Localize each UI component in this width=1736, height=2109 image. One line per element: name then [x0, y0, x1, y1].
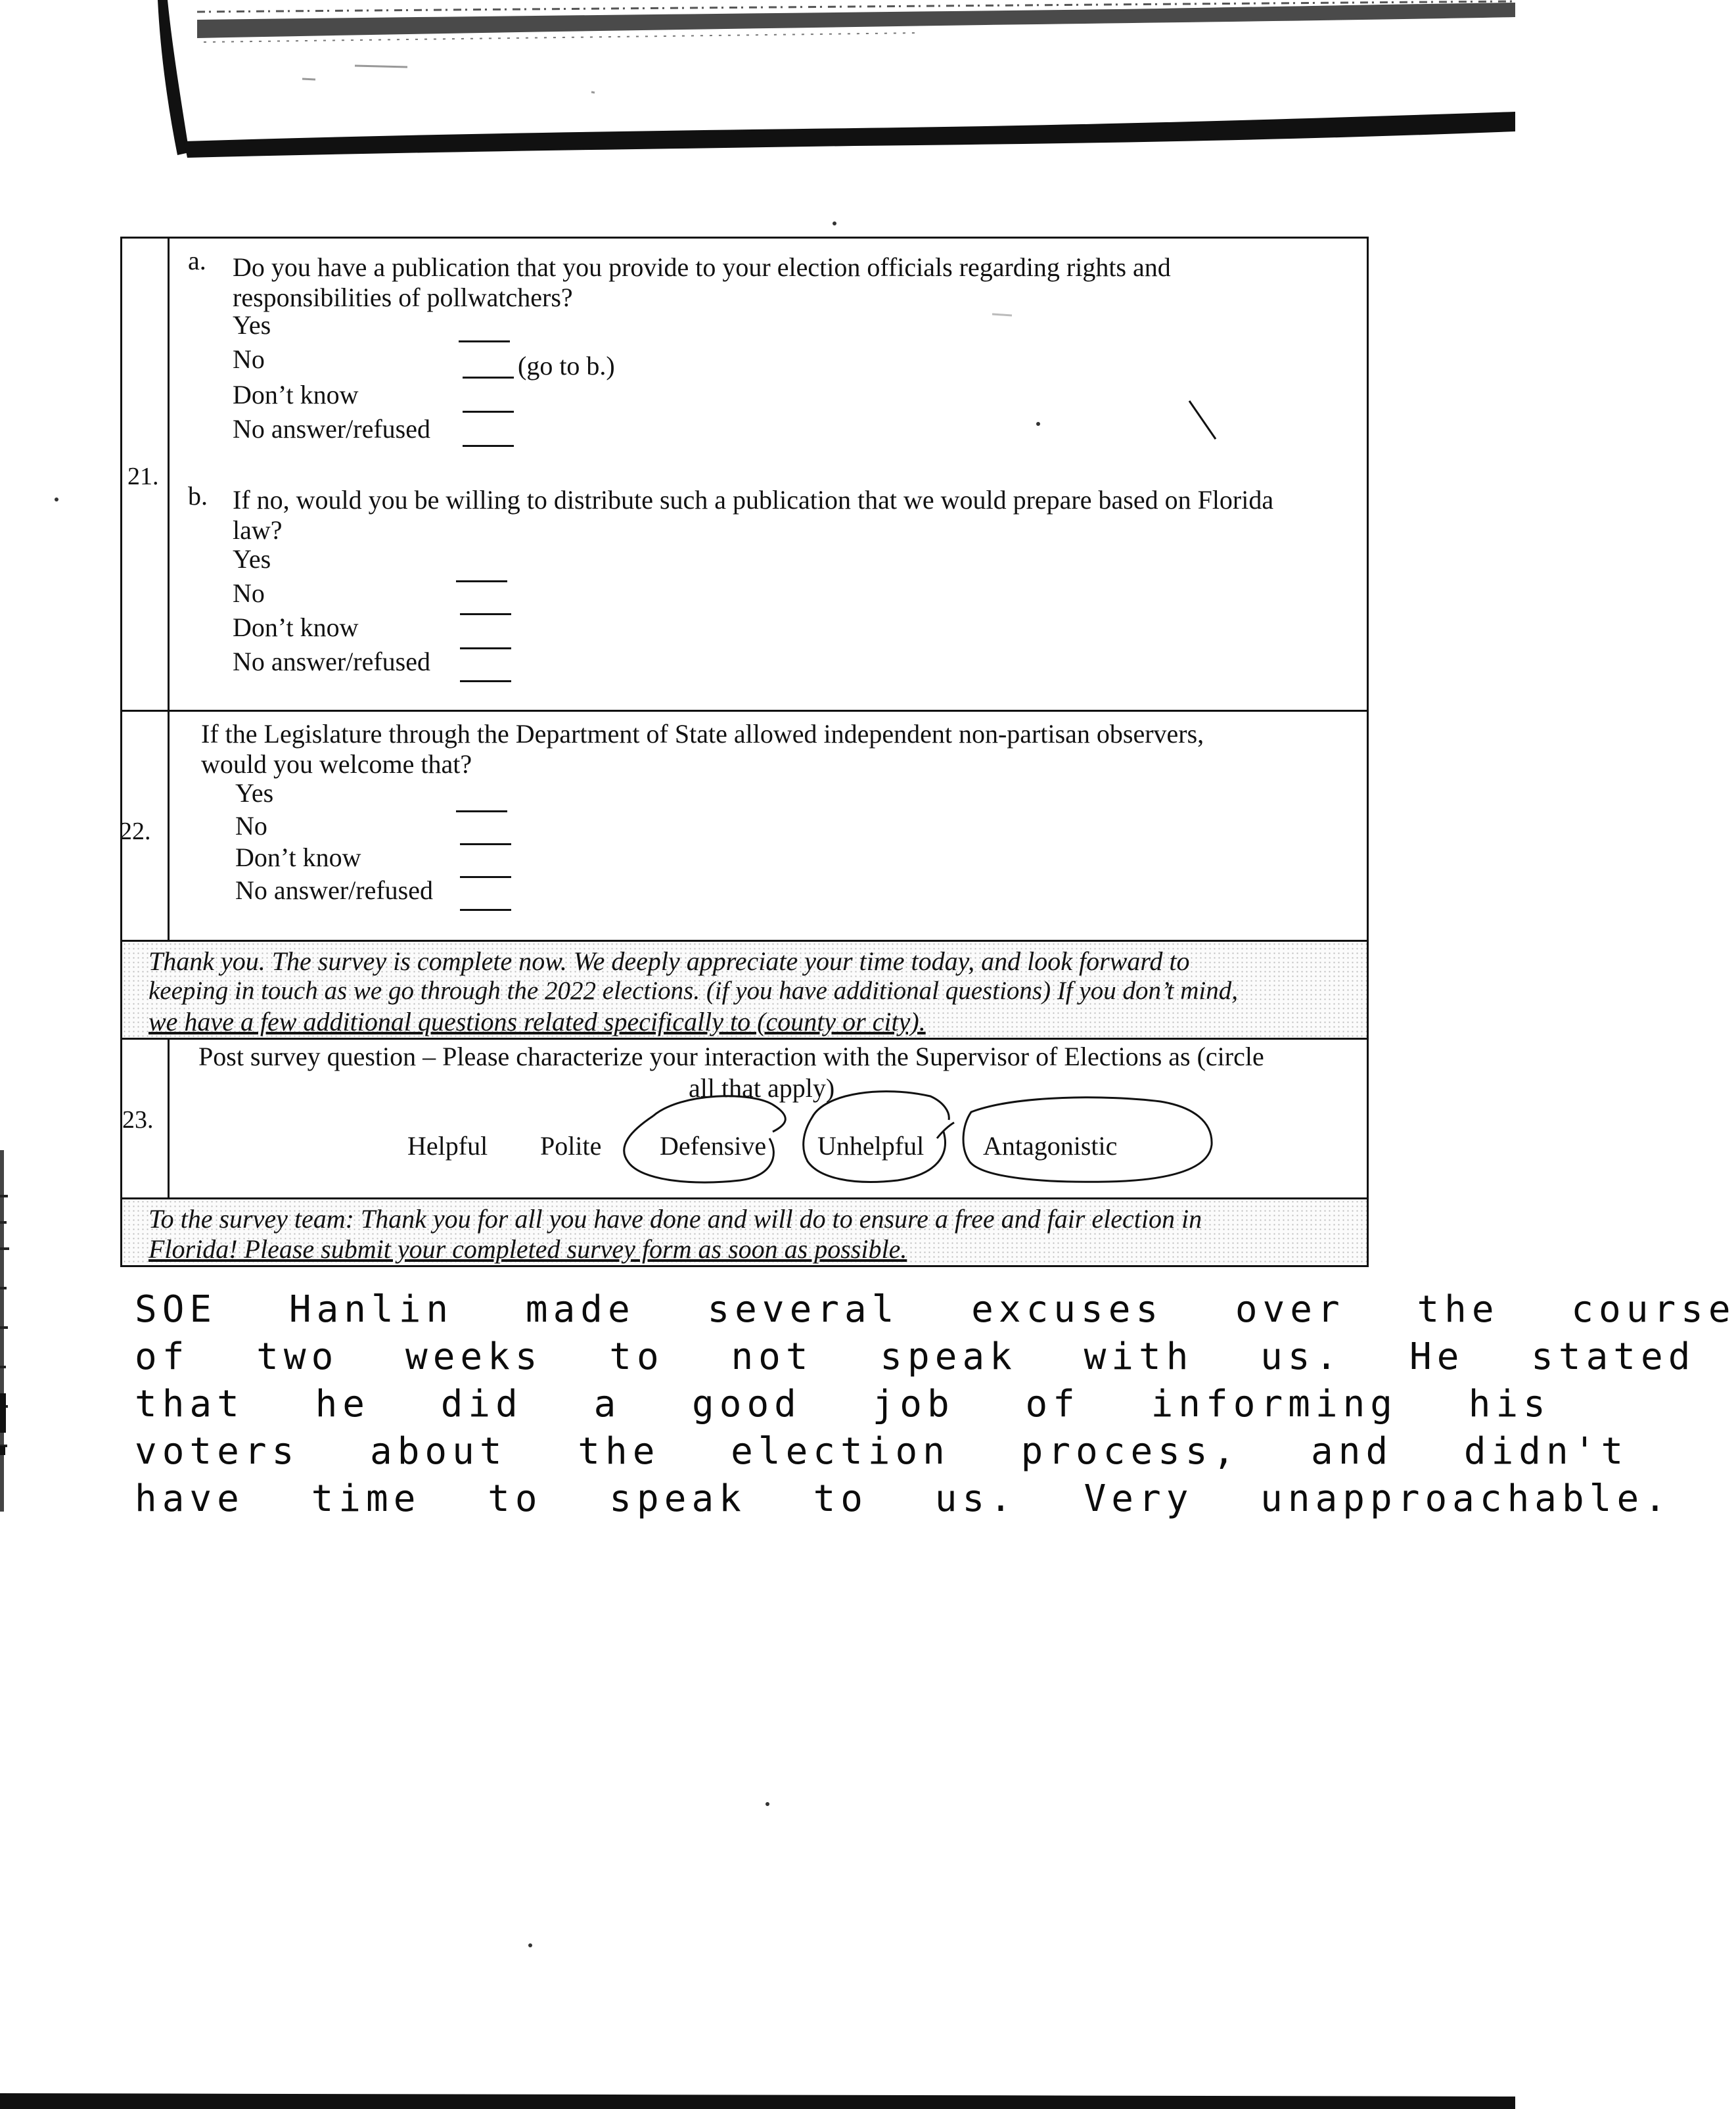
scanned-top-edge [0, 0, 1515, 164]
answer-blank[interactable] [463, 411, 514, 413]
survey-form-table [120, 237, 1369, 1268]
question-number: 23. [122, 1106, 154, 1134]
question-text: law? [233, 515, 283, 545]
answer-blank[interactable] [460, 876, 511, 878]
question-text: Do you have a publication that you provide to your election officials regarding rights and [233, 252, 1171, 282]
option-label: Don’t know [233, 380, 359, 409]
answer-blank[interactable] [460, 647, 511, 649]
choice-antagonistic[interactable]: Antagonistic [983, 1131, 1118, 1161]
answer-blank[interactable] [463, 377, 514, 379]
option-label: Yes [233, 310, 271, 340]
question-number: 22. [120, 818, 151, 845]
option-label: No [233, 578, 265, 608]
handwritten-line: have time to speak to us. Very unapproachable. [135, 1477, 1672, 1520]
option-label: No answer/refused [235, 875, 433, 905]
choice-polite[interactable]: Polite [540, 1131, 602, 1161]
subquestion-letter: a. [188, 246, 206, 275]
thank-you-text: keeping in touch as we go through the 2022 elections. (if you have additional questions) If you don’t mind, [148, 977, 1238, 1005]
handwritten-line: SOE Hanlin made several excuses over the course [135, 1288, 1736, 1331]
option-label: Yes [233, 544, 271, 574]
answer-blank[interactable] [460, 909, 511, 911]
answer-blank[interactable] [460, 680, 511, 682]
option-label: No [233, 344, 265, 374]
skip-instruction: (go to b.) [518, 351, 615, 381]
closing-text: Florida! Please submit your completed survey form as soon as possible. [148, 1234, 907, 1264]
answer-blank[interactable] [456, 810, 507, 812]
thank-you-text: Thank you. The survey is complete now. We deeply appreciate your time today, and look forward to [148, 946, 1190, 976]
question-text: If no, would you be willing to distribute such a publication that we would prepare based on Florida [233, 485, 1274, 515]
answer-blank[interactable] [460, 843, 511, 845]
handwritten-line: of two weeks to not speak with us. He stated [135, 1335, 1696, 1378]
choice-defensive[interactable]: Defensive [660, 1131, 767, 1161]
answer-blank[interactable] [460, 613, 511, 615]
answer-blank[interactable] [456, 580, 507, 582]
option-label: Yes [235, 778, 274, 808]
handwritten-line: that he did a good job of informing his [135, 1383, 1551, 1425]
question-number-column [122, 239, 170, 711]
hand-drawn-circles [122, 1040, 1371, 1197]
question-text: Post survey question – Please characterize your interaction with the Supervisor of Elections as (circle [198, 1042, 1264, 1071]
choice-helpful[interactable]: Helpful [407, 1131, 488, 1161]
closing-message-box [120, 1197, 1369, 1267]
question-number-column [122, 712, 170, 941]
answer-blank[interactable] [463, 445, 514, 447]
option-label: Don’t know [235, 843, 361, 872]
question-text: would you welcome that? [201, 749, 472, 779]
option-label: No answer/refused [233, 647, 430, 676]
question-22-row [120, 710, 1369, 941]
question-text: all that apply) [689, 1073, 835, 1103]
question-23-row [120, 1040, 1369, 1197]
closing-text: To the survey team: Thank you for all you have done and will do to ensure a free and fair election in [148, 1204, 1202, 1234]
question-text: If the Legislature through the Department of State allowed independent non-partisan observers, [201, 719, 1204, 749]
question-text: responsibilities of pollwatchers? [233, 283, 573, 312]
option-label: No [235, 811, 267, 841]
option-label: Don’t know [233, 613, 359, 642]
question-number: 21. [127, 463, 159, 490]
choice-unhelpful[interactable]: Unhelpful [817, 1131, 925, 1161]
thank-you-text: we have a few additional questions related specifically to (county or city). [148, 1007, 926, 1036]
option-label: No answer/refused [233, 414, 430, 444]
thank-you-message-box [120, 940, 1369, 1040]
subquestion-letter: b. [188, 481, 208, 511]
question-21-row [120, 237, 1369, 711]
answer-blank[interactable] [459, 340, 510, 342]
handwritten-line: voters about the election process, and didn't [135, 1430, 1629, 1473]
